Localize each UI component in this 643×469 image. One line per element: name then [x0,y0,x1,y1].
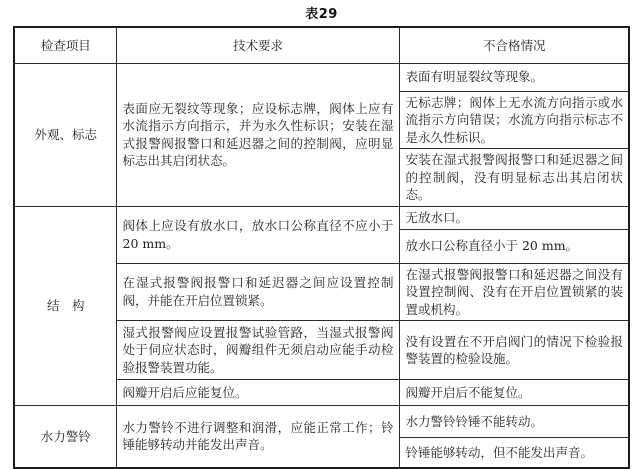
requirement-cell: 表面应无裂纹等现象；应设标志牌，阀体上应有水流指示方向指示，并为永久性标识；安装在湿式报警阀报警口和延迟器之间的控制阀，应明显标志出其启闭状态。 [116,63,399,206]
failure-cell: 表面有明显裂纹等现象。 [399,63,629,91]
requirement-cell: 水力警铃不进行调整和润滑，应能正常工作；铃锤能够转动并能发出声音。 [116,406,399,468]
requirement-cell: 阀体上应设有放水口，放水口公称直径不应小于 20 mm。 [116,206,399,263]
requirement-cell: 阀瓣开启后应能复位。 [116,380,399,406]
failure-cell: 铃锤能够转动，但不能发出声音。 [399,438,629,468]
item-cell-hydraulic-alarm-bell: 水力警铃 [14,406,116,468]
failure-cell: 无放水口。 [399,206,629,229]
failure-cell: 在湿式报警阀报警口和延迟器之间没有设置控制阀、没有在开启位置锁紧的装置或机构。 [399,263,629,321]
table-row [14,63,629,91]
column-header-inspection-item: 检查项目 [14,27,116,63]
table-row [14,406,629,438]
failure-cell: 无标志牌；阀体上无水流方向指示或水流指示方向错误；水流方向指示标志不是永久性标识。 [399,91,629,149]
column-header-technical-requirement: 技术要求 [116,27,399,63]
item-cell-structure: 结 构 [14,206,116,406]
failure-cell: 放水口公称直径小于 20 mm。 [399,229,629,263]
header-row [14,27,629,63]
failure-cell: 安装在湿式报警阀报警口和延迟器之间的控制阀，没有明显标志出其启闭状态。 [399,149,629,207]
requirement-cell: 在湿式报警阀报警口和延迟器之间应设置控制阀，并能在开启位置锁紧。 [116,263,399,321]
failure-cell: 水力警铃铃锤不能转动。 [399,406,629,438]
failure-cell: 没有设置在不开启阀门的情况下检验报警装置的检验设施。 [399,321,629,380]
inspection-table [13,26,630,469]
table-row [14,206,629,229]
item-cell-appearance-marking: 外观、标志 [14,63,116,206]
failure-cell: 阀瓣开启后不能复位。 [399,380,629,406]
column-header-nonconformity: 不合格情况 [399,27,629,63]
requirement-cell: 湿式报警阀应设置报警试验管路，当湿式报警阀处于伺应状态时，阀瓣组件无须启动应能手动检验报警装置功能。 [116,321,399,380]
table-title: 表29 [305,7,338,22]
